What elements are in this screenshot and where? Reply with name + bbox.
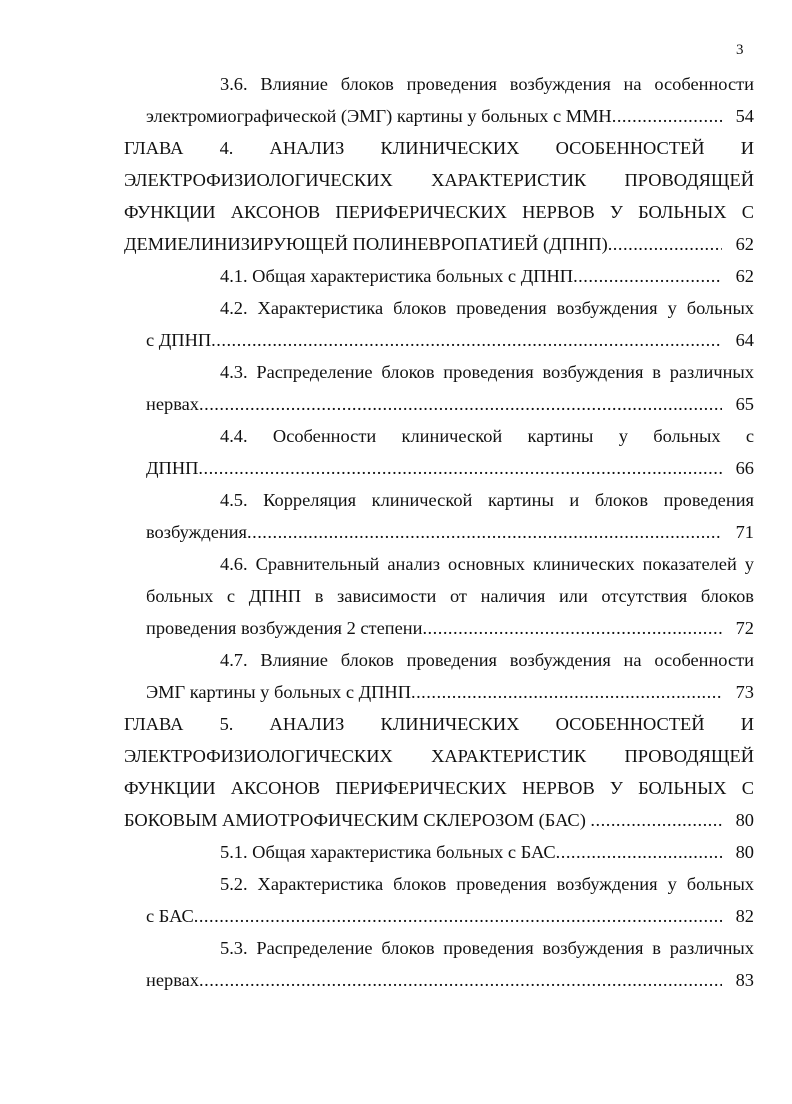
toc-page-number: 62 xyxy=(735,234,754,254)
toc-page-number: 62 xyxy=(735,266,754,286)
toc-entry xyxy=(124,260,754,292)
toc-line: 5.3. Распределение блоков проведения возбуждения в различных xyxy=(220,938,754,958)
dot-leader xyxy=(247,516,722,548)
dot-leader xyxy=(211,324,722,356)
toc-entry xyxy=(124,836,754,868)
toc-entry xyxy=(124,228,754,260)
dot-leader xyxy=(608,228,722,260)
toc-entry-title: возбуждения xyxy=(146,522,247,542)
toc-entry-title: проведения возбуждения 2 степени xyxy=(146,618,423,638)
toc-line: 5.2. Характеристика блоков проведения возбуждения у больных xyxy=(220,874,754,894)
dot-leader xyxy=(194,900,722,932)
toc-line: больных с ДПНП в зависимости от наличия или отсутствия блоков xyxy=(146,586,754,606)
dot-leader xyxy=(199,388,722,420)
toc-line: 4.3. Распределение блоков проведения возбуждения в различных xyxy=(220,362,754,382)
toc-entry-title: БОКОВЫМ АМИОТРОФИЧЕСКИМ СКЛЕРОЗОМ (БАС) xyxy=(124,810,591,830)
chapter-heading-line: ЭЛЕКТРОФИЗИОЛОГИЧЕСКИХ ХАРАКТЕРИСТИК ПРОВОДЯЩЕЙ xyxy=(124,170,754,190)
toc-entry-title: 4.1. Общая характеристика больных с ДПНП xyxy=(220,266,574,286)
toc-page-number: 72 xyxy=(735,618,754,638)
dot-leader xyxy=(411,676,722,708)
toc-page-number: 66 xyxy=(735,458,754,478)
toc-entry xyxy=(124,516,754,548)
chapter-heading-line: ГЛАВА 4. АНАЛИЗ КЛИНИЧЕСКИХ ОСОБЕННОСТЕЙ И xyxy=(124,138,754,158)
toc-page-number: 65 xyxy=(735,394,754,414)
toc-page-number: 82 xyxy=(735,906,754,926)
toc-line: 4.4. Особенности клинической картины у больных с xyxy=(220,426,754,446)
dot-leader xyxy=(556,836,722,868)
toc-entry xyxy=(124,964,754,996)
dot-leader xyxy=(199,964,722,996)
toc-entry-title: ЭМГ картины у больных с ДПНП xyxy=(146,682,411,702)
toc-entry-title: с БАС xyxy=(146,906,194,926)
toc-page-number: 64 xyxy=(735,330,754,350)
dot-leader xyxy=(573,260,722,292)
toc-line: 4.6. Сравнительный анализ основных клинических показателей у xyxy=(220,554,754,574)
dot-leader xyxy=(590,804,722,836)
chapter-heading-line: ГЛАВА 5. АНАЛИЗ КЛИНИЧЕСКИХ ОСОБЕННОСТЕЙ И xyxy=(124,714,754,734)
toc-entry-title: ДПНП xyxy=(146,458,199,478)
toc-entry xyxy=(124,804,754,836)
toc-page-number: 54 xyxy=(735,106,754,126)
toc-page-number: 80 xyxy=(735,842,754,862)
toc-entry-title: электромиографической (ЭМГ) картины у больных с ММН xyxy=(146,106,612,126)
toc-entry xyxy=(124,900,754,932)
toc-page-number: 83 xyxy=(735,970,754,990)
toc-entry-title: нервах xyxy=(146,970,199,990)
toc-line: 4.5. Корреляция клинической картины и блоков проведения xyxy=(220,490,754,510)
table-of-contents xyxy=(124,68,754,996)
toc-page-number: 73 xyxy=(735,682,754,702)
chapter-heading-line: ФУНКЦИИ АКСОНОВ ПЕРИФЕРИЧЕСКИХ НЕРВОВ У БОЛЬНЫХ С xyxy=(124,202,754,222)
toc-entry xyxy=(124,324,754,356)
chapter-heading-line: ФУНКЦИИ АКСОНОВ ПЕРИФЕРИЧЕСКИХ НЕРВОВ У БОЛЬНЫХ С xyxy=(124,778,754,798)
toc-entry xyxy=(124,388,754,420)
toc-entry xyxy=(124,100,754,132)
toc-entry xyxy=(124,452,754,484)
toc-line: 4.2. Характеристика блоков проведения возбуждения у больных xyxy=(220,298,754,318)
page-number: 3 xyxy=(736,42,744,58)
toc-entry-title: ДЕМИЕЛИНИЗИРУЮЩЕЙ ПОЛИНЕВРОПАТИЕЙ (ДПНП) xyxy=(124,234,608,254)
toc-page-number: 71 xyxy=(735,522,754,542)
toc-line: 3.6. Влияние блоков проведения возбуждения на особенности xyxy=(220,74,754,94)
toc-page-number: 80 xyxy=(735,810,754,830)
dot-leader xyxy=(612,100,722,132)
toc-entry-title: 5.1. Общая характеристика больных с БАС xyxy=(220,842,556,862)
toc-entry-title: нервах xyxy=(146,394,199,414)
toc-entry xyxy=(124,612,754,644)
toc-line: 4.7. Влияние блоков проведения возбуждения на особенности xyxy=(220,650,754,670)
dot-leader xyxy=(422,612,722,644)
dot-leader xyxy=(198,452,722,484)
toc-entry-title: с ДПНП xyxy=(146,330,212,350)
chapter-heading-line: ЭЛЕКТРОФИЗИОЛОГИЧЕСКИХ ХАРАКТЕРИСТИК ПРОВОДЯЩЕЙ xyxy=(124,746,754,766)
toc-entry xyxy=(124,676,754,708)
